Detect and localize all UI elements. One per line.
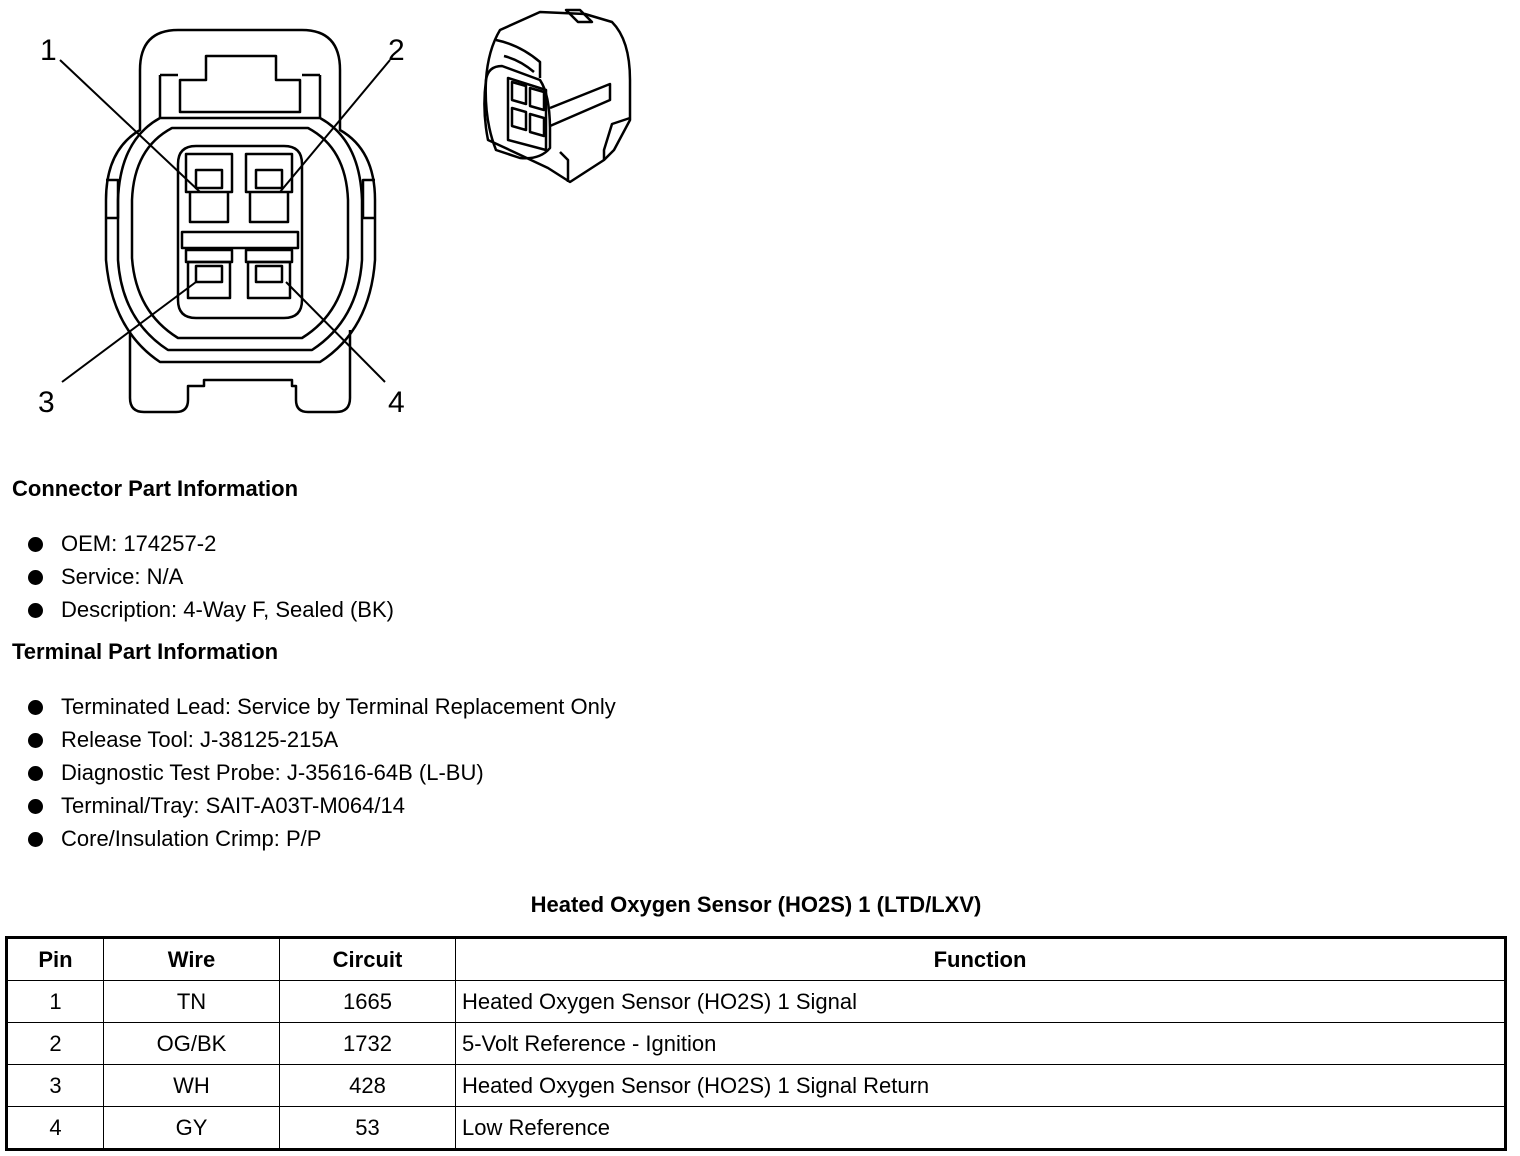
cell-wire: WH — [104, 1065, 280, 1107]
list-item — [28, 723, 616, 756]
bullet-icon — [28, 799, 43, 814]
pin-callout-4: 4 — [388, 386, 405, 419]
column-header-function: Function — [456, 938, 1506, 981]
pin-callout-3: 3 — [38, 386, 55, 419]
cell-wire: OG/BK — [104, 1023, 280, 1065]
connector-face-view — [60, 30, 390, 412]
table-row — [7, 1107, 1506, 1150]
connector-info-list — [28, 527, 394, 626]
list-item — [28, 789, 616, 822]
connector-perspective-view — [484, 10, 630, 182]
terminal-info-test-probe: Diagnostic Test Probe: J-35616-64B (L-BU) — [61, 760, 484, 785]
connector-section-heading: Connector Part Information — [12, 476, 299, 501]
pin-callout-2: 2 — [388, 34, 405, 67]
list-item — [28, 593, 394, 626]
cell-function: Heated Oxygen Sensor (HO2S) 1 Signal Return — [456, 1065, 1506, 1107]
bullet-icon — [28, 603, 43, 618]
connector-diagram — [0, 0, 720, 450]
pin-table-title: Heated Oxygen Sensor (HO2S) 1 (LTD/LXV) — [530, 892, 982, 917]
cell-function: Low Reference — [456, 1107, 1506, 1150]
bullet-icon — [28, 700, 43, 715]
cell-wire: TN — [104, 981, 280, 1023]
column-header-pin: Pin — [7, 938, 104, 981]
cell-circuit: 1665 — [280, 981, 456, 1023]
table-row — [7, 1065, 1506, 1107]
cell-pin: 2 — [7, 1023, 104, 1065]
cell-pin: 3 — [7, 1065, 104, 1107]
table-row — [7, 981, 1506, 1023]
table-row — [7, 1023, 1506, 1065]
list-item — [28, 560, 394, 593]
cell-circuit: 53 — [280, 1107, 456, 1150]
bullet-icon — [28, 832, 43, 847]
connector-info-description: Description: 4-Way F, Sealed (BK) — [61, 597, 394, 622]
terminal-info-list — [28, 690, 616, 855]
cell-pin: 4 — [7, 1107, 104, 1150]
terminal-info-terminal-tray: Terminal/Tray: SAIT-A03T-M064/14 — [61, 793, 405, 818]
list-item — [28, 690, 616, 723]
pin-table — [5, 936, 1507, 1151]
connector-info-oem: OEM: 174257-2 — [61, 531, 217, 556]
list-item — [28, 822, 616, 855]
pin-callout-1: 1 — [40, 34, 57, 67]
cell-function: 5-Volt Reference - Ignition — [456, 1023, 1506, 1065]
bullet-icon — [28, 766, 43, 781]
column-header-circuit: Circuit — [280, 938, 456, 981]
bullet-icon — [28, 537, 43, 552]
list-item — [28, 527, 394, 560]
terminal-section-heading: Terminal Part Information — [12, 639, 279, 664]
bullet-icon — [28, 733, 43, 748]
list-item — [28, 756, 616, 789]
connector-info-service: Service: N/A — [61, 564, 184, 589]
cell-wire: GY — [104, 1107, 280, 1150]
terminal-info-crimp: Core/Insulation Crimp: P/P — [61, 826, 322, 851]
cell-circuit: 1732 — [280, 1023, 456, 1065]
terminal-info-terminated-lead: Terminated Lead: Service by Terminal Replacement Only — [61, 694, 616, 719]
cell-pin: 1 — [7, 981, 104, 1023]
cell-function: Heated Oxygen Sensor (HO2S) 1 Signal — [456, 981, 1506, 1023]
cell-circuit: 428 — [280, 1065, 456, 1107]
table-header-row — [7, 938, 1506, 981]
terminal-info-release-tool: Release Tool: J-38125-215A — [61, 727, 339, 752]
column-header-wire: Wire — [104, 938, 280, 981]
bullet-icon — [28, 570, 43, 585]
